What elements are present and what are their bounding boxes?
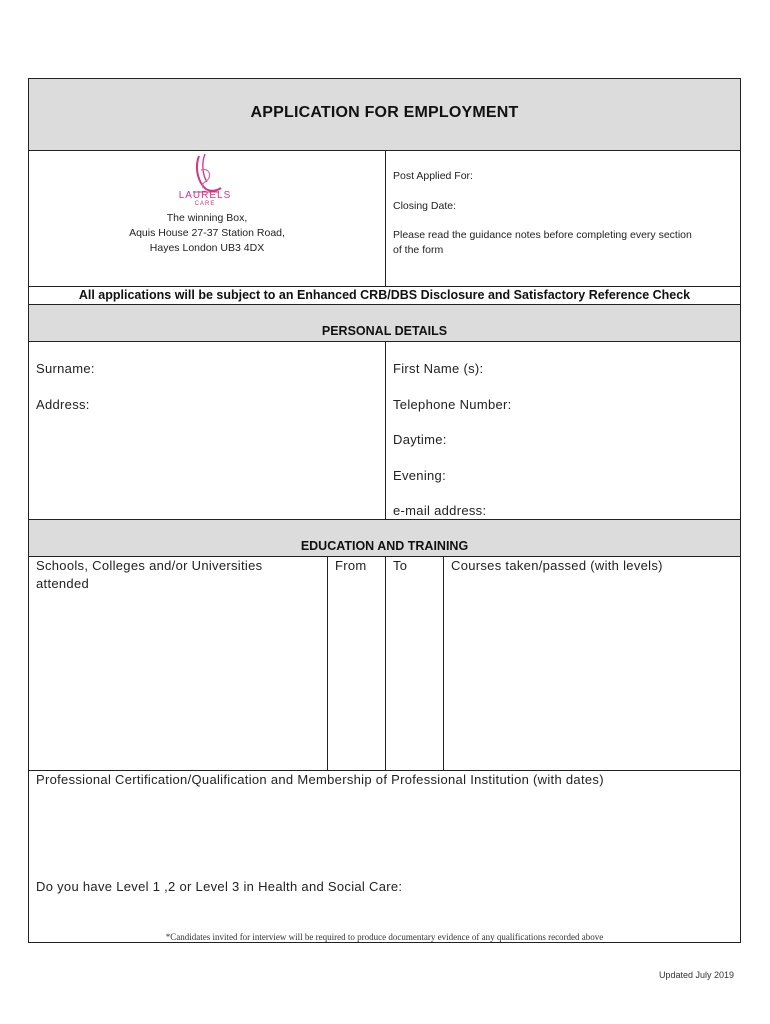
education-heading: EDUCATION AND TRAINING — [300, 539, 469, 553]
address-label: Address: — [36, 397, 90, 412]
divider — [28, 770, 741, 771]
col-schools: Schools, Colleges and/or Universities — [36, 558, 263, 573]
footnote: *Candidates invited for interview will be required to produce documentary evidence of any qualifications recorded above — [165, 932, 604, 942]
level-question: Do you have Level 1 ,2 or Level 3 in Health and Social Care: — [36, 879, 403, 894]
col-to: To — [393, 558, 408, 573]
col-schools: attended — [36, 576, 90, 591]
address-line: Hayes London UB3 4DX — [149, 242, 265, 254]
divider — [327, 556, 328, 770]
daytime-label: Daytime: — [393, 432, 447, 447]
first-name-label: First Name (s): — [393, 361, 484, 376]
updated-date: Updated July 2019 — [658, 970, 734, 980]
col-from: From — [335, 558, 367, 573]
professional-label: Professional Certification/Qualification and Membership of Professional Institution (with dates) — [36, 772, 604, 787]
address-line: The winning Box, — [166, 212, 248, 224]
divider — [385, 150, 386, 286]
divider — [28, 304, 741, 305]
evening-label: Evening: — [393, 468, 446, 483]
post-applied-label: Post Applied For: — [393, 170, 473, 182]
divider — [385, 341, 386, 519]
logo-subtext: CARE — [194, 201, 216, 207]
telephone-label: Telephone Number: — [393, 397, 512, 412]
address-line: Aquis House 27-37 Station Road, — [129, 227, 285, 239]
check-banner: All applications will be subject to an Enhanced CRB/DBS Disclosure and Satisfactory Reference Check — [78, 288, 691, 302]
logo-text: LAURELS — [178, 190, 232, 201]
surname-label: Surname: — [36, 361, 95, 376]
closing-date-label: Closing Date: — [393, 200, 457, 212]
divider — [28, 519, 741, 520]
col-courses: Courses taken/passed (with levels) — [451, 558, 663, 573]
personal-details-heading: PERSONAL DETAILS — [321, 324, 448, 338]
divider — [443, 556, 444, 770]
guidance-note: Please read the guidance notes before completing every section — [393, 229, 692, 241]
divider — [385, 556, 386, 770]
divider — [28, 286, 741, 287]
guidance-note: of the form — [393, 244, 444, 256]
page-title: APPLICATION FOR EMPLOYMENT — [250, 104, 519, 121]
email-label: e-mail address: — [393, 503, 487, 518]
